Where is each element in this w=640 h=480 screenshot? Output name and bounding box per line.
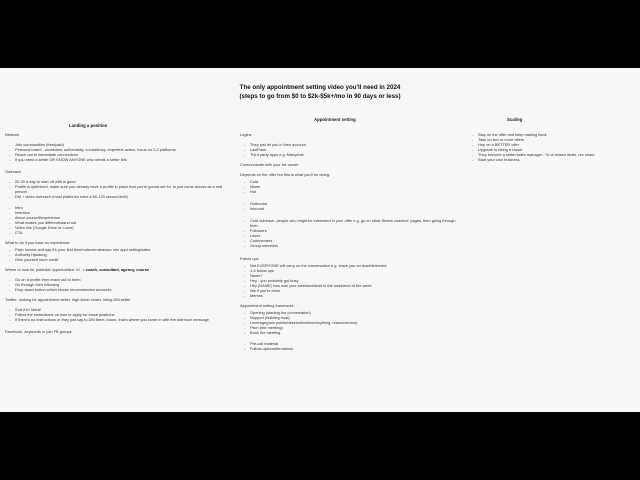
list-item: - Follow-ups/confirmations (250, 346, 465, 351)
list-item: - Join communities (free/paid) (15, 142, 227, 147)
facebook-section (5, 329, 227, 334)
logins-heading: Logins (240, 132, 252, 137)
setting-heading: Appointment setting (314, 117, 356, 122)
list-item: - They become a setter/sales manager - % of closed deals, rev share (478, 152, 636, 157)
document-page (0, 68, 640, 412)
list-item: - If there's no instructions or they just say to DM them, boom, that's where you come in with the outreach message (15, 317, 227, 322)
network-list (5, 142, 227, 162)
temperature-list (240, 179, 465, 194)
list-item: - Pitch (the meeting) (250, 325, 465, 330)
document-title (0, 83, 640, 101)
logins-section (240, 132, 465, 157)
list-item: - Rapport (building trust) (250, 315, 465, 320)
list-item: - 20-30 a day to start off with is good (15, 179, 227, 184)
where-to-look-heading (5, 267, 227, 272)
list-item: - About yourself/experience (15, 215, 227, 220)
scaling-list (468, 132, 636, 162)
network-heading: Network (5, 132, 20, 137)
list-item: - Start your own business (478, 157, 636, 162)
setting-column (240, 132, 465, 351)
list-item: - Group members (250, 243, 465, 248)
list-item: - Intro (15, 205, 227, 210)
list-item: - Leverage(pain points/desires/timeline/anything, reason/ammo) (250, 320, 465, 325)
list-item: - CTA (15, 230, 227, 235)
outreach-steps-list (5, 205, 227, 235)
where-to-look-list (5, 277, 227, 292)
list-item: - Followers (250, 228, 465, 233)
network-section (5, 132, 227, 162)
framework-section (240, 303, 465, 351)
twitter-section (5, 297, 227, 322)
list-item: - link if you're there (250, 288, 465, 293)
follow-ups-heading: Follow ups (240, 256, 259, 261)
title-line-2: (steps to go from $0 to $2k-$5k+/mo in 90 days or less) (239, 93, 401, 100)
communicate-section (240, 162, 465, 167)
list-item: - Not EVERYONE will carry on the conversation e.g. leave you on read/delivered (250, 263, 465, 268)
scaling-column (468, 132, 636, 162)
where-to-look-section (5, 267, 227, 292)
list-item: - Follow the instructions on how to apply for those positions (15, 312, 227, 317)
list-item: - Memes (250, 293, 465, 298)
list-item: - Cold (250, 179, 465, 184)
list-item: - Warm (250, 184, 465, 189)
list-item: - Inbound (250, 206, 465, 211)
list-item: - Plain honest and say it's your first time/rodeo/endeavour into appt setting/sales (15, 247, 227, 252)
list-item: - Third party apps e.g. Manychat (250, 152, 465, 157)
direction-list (240, 201, 465, 211)
list-item: - Personal brand - worldview, authenticity, consistency, imperfect action, focus on 1-2 platforms (15, 147, 227, 152)
list-item: - Stay on the offer and keep making bank (478, 132, 636, 137)
list-item: - Opening (starting the conversation) (250, 310, 465, 315)
list-item: - Go through their following (15, 282, 227, 287)
communicate-heading: Communicate with your biz owner (240, 162, 299, 167)
where-to-look-prefix: Where to look for potential opportunities: IG -> (5, 267, 86, 272)
list-item: - Reach out to immediate connections (15, 152, 227, 157)
twitter-heading: Twitter- looking for appointment setter, high ticket closer, hiring DM setter (5, 297, 131, 302)
title-line-1: The only appointment setting video you'll need in 2024 (239, 84, 401, 91)
list-item: - LastPass (250, 147, 465, 152)
list-item: - They just let you in their account (250, 142, 465, 147)
list-item: - Pre-call material (250, 341, 465, 346)
list-item: - If you need a setter OR KNOW ANYONE who needs a setter link (15, 157, 227, 162)
follow-ups-section (240, 256, 465, 298)
list-item: - Commenters (250, 238, 465, 243)
list-item: - Cold outreach- people who might be interested in your offer e.g. go on other fitness coaches' pages, then going through their: (250, 218, 465, 228)
list-item: - DM + video outreach (most platforms have a 60-120 second limit) (15, 194, 227, 199)
list-item: - 1-4 follow ups (250, 268, 465, 273)
cold-outreach-list (240, 218, 465, 248)
no-experience-heading: What to do if you have no experience: (5, 240, 71, 245)
twitter-list (5, 307, 227, 322)
list-item: - Authority hijacking (15, 252, 227, 257)
depends-section (240, 172, 465, 248)
depends-heading: Depends on the offer but this is what you'll be doing: (240, 172, 330, 177)
outreach-list (5, 179, 227, 199)
outreach-heading: Outreach (5, 169, 22, 174)
outreach-section (5, 169, 227, 235)
list-item: - Sort it to 'latest' (15, 307, 227, 312)
follow-ups-list (240, 263, 465, 298)
landing-heading: Landing a position (69, 123, 108, 128)
no-experience-section (5, 240, 227, 262)
logins-list (240, 142, 465, 157)
list-item: - Give yourself more credit (15, 257, 227, 262)
list-item: - Hey (NAME) how was your weekend/start to the week/end of the week (250, 283, 465, 288)
framework-followup-list (240, 341, 465, 351)
facebook-heading: Facebook- keywords or join FB groups (5, 329, 72, 334)
list-item: - Intention (15, 210, 227, 215)
list-item: - What makes you different/stand out (15, 220, 227, 225)
list-item: - Hey - you probably got busy (250, 278, 465, 283)
list-item: - Profile is optimized, make sure you already have a profile in place that you're gonna set for. Is just come across as a real person (15, 184, 227, 194)
list-item: - Likers (250, 233, 465, 238)
landing-column (5, 132, 227, 334)
list-item: - Hot (250, 189, 465, 194)
scaling-heading: Scaling (507, 117, 523, 122)
list-item: - Name? (250, 273, 465, 278)
list-item: - Take on two or more offers (478, 137, 636, 142)
list-item: - Upgrade to being a closer (478, 147, 636, 152)
list-item: - Book the meeting (250, 330, 465, 335)
no-experience-list (5, 247, 227, 262)
list-item: - Video link (Google Drive or Loom) (15, 225, 227, 230)
list-item: - Hop on a BETTER offer (478, 142, 636, 147)
list-item: - Go on a profile then reach out to them (15, 277, 227, 282)
where-to-look-targets: coach, consultant, agency, course (85, 267, 150, 272)
list-item: - Outbound (250, 201, 465, 206)
framework-heading: Appointment setting framework: (240, 303, 295, 308)
list-item: - Drop down button which shows recommended accounts (15, 287, 227, 292)
framework-list (240, 310, 465, 335)
